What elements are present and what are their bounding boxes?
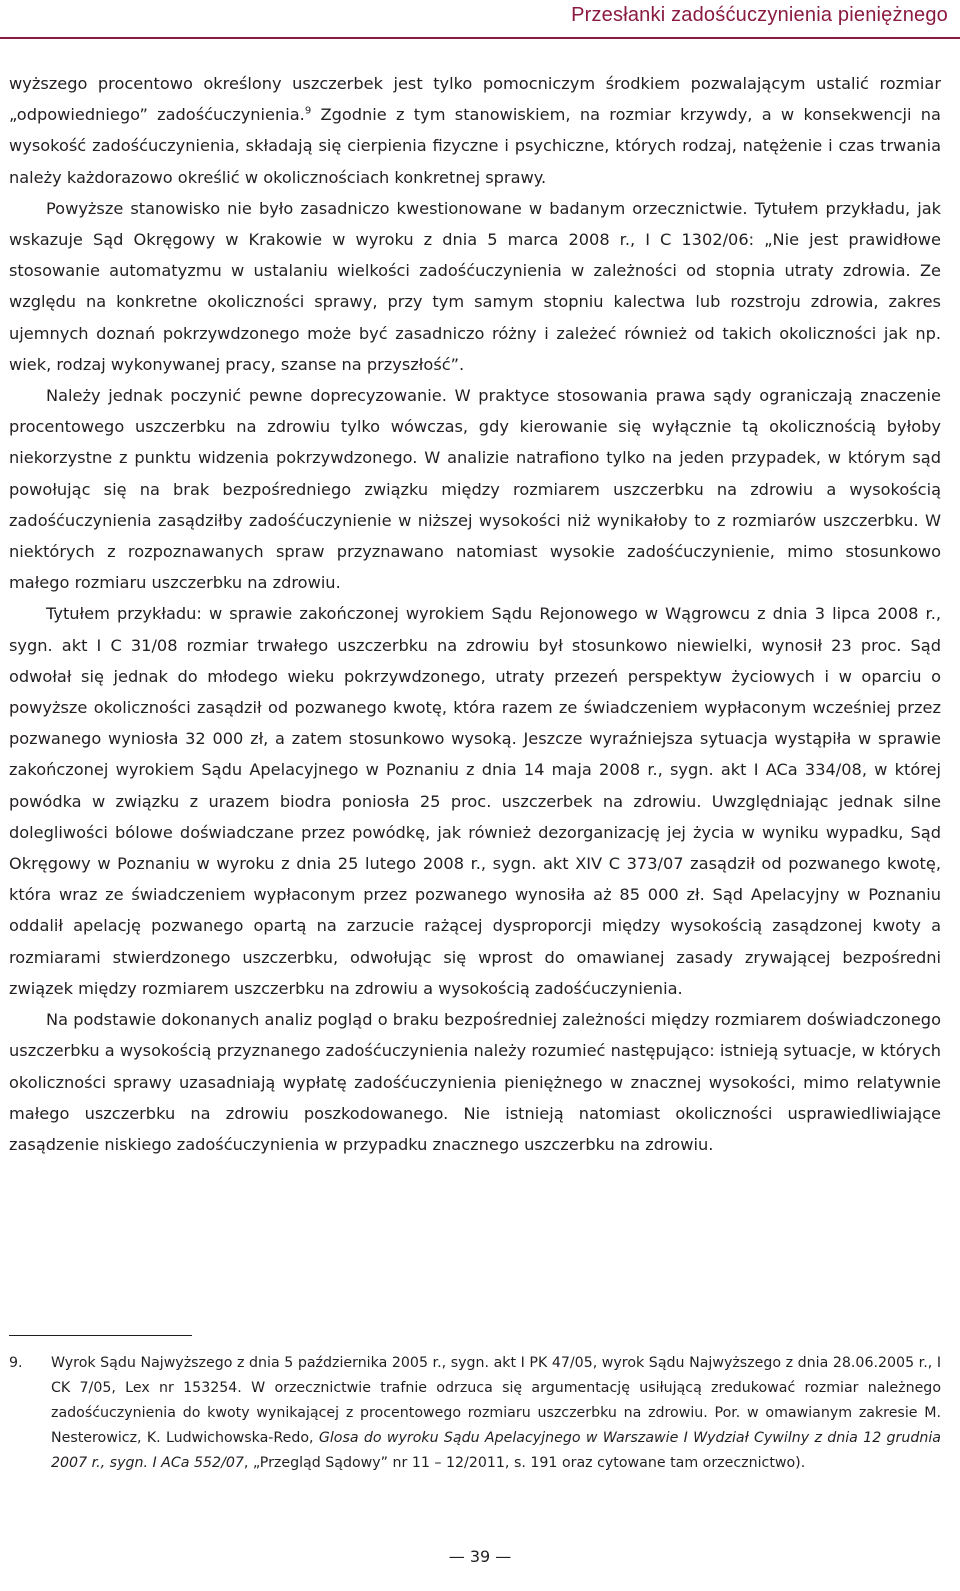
paragraph-3: Należy jednak poczynić pewne doprecyzowanie. W praktyce stosowania prawa sądy ograniczają znaczenie procentowego uszczerbku na zdrowiu tylko wówczas, gdy kierowanie się wyłącznie tą okolicznością byłoby niekorzystne z punktu widzenia pokrzywdzonego. W analizie natrafiono tylko na jeden przypadek, w którym sąd powołując się na brak bezpośredniego związku między rozmiarem uszczerbku na zdrowiu a wysokością zadośćuczynienia zasądziłby zadośćuczynienie w niższej wysokości niż wynikałoby to z rozmiarów uszczerbku. W niektórych z rozpoznawanych spraw przyznawano natomiast wysokie zadośćuczynienie, mimo stosunkowo małego rozmiaru uszczerbku na zdrowiu. [9, 386, 941, 593]
footnote-separator [9, 1335, 192, 1336]
paragraph-2: Powyższe stanowisko nie było zasadniczo kwestionowane w badanym orzecznictwie. Tytułem przykładu, jak wskazuje Sąd Okręgowy w Krakowie w wyroku z dnia 5 marca 2008 r., I C 1302/06: „Nie jest prawidłowe stosowanie automatyzmu w ustalaniu wielkości zadośćuczynienia w zależności od stopnia utraty zdrowia. Ze względu na konkretne okoliczności sprawy, przy tym samym stopniu kalectwa lub rozstroju zdrowia, zakres ujemnych doznań pokrzywdzonego może być zasadniczo różny i zależeć również od takich okoliczności jak np. wiek, rodzaj wykonywanej pracy, szanse na przyszłość”. [9, 198, 941, 374]
paragraph-4: Tytułem przykładu: w sprawie zakończonej wyrokiem Sądu Rejonowego w Wągrowcu z dnia 3 lipca 2008 r., sygn. akt I C 31/08 rozmiar trwałego uszczerbku na zdrowiu był stosunkowo niewielki, wynosił 23 proc. Sąd odwołał się jednak do młodego wieku pokrzywdzonego, utraty przezeń perspektyw życiowych i w oparciu o powyższe okoliczności zasądził od pozwanego kwotę, która razem ze świadczeniem wypłaconym wcześniej przez pozwanego wyniosła 32 000 zł, a zatem stosunkowo wysoką. Jeszcze wyraźniejsza sytuacja wystąpiła w sprawie zakończonej wyrokiem Sądu Apelacyjnego w Poznaniu z dnia 14 maja 2008 r., sygn. akt I ACa 334/08, w której powódka w związku z urazem biodra poniosła 25 proc. uszczerbek na zdrowiu. Uwzględniając jednak silne dolegliwości bólowe doświadczane przez powódkę, jak również dezorganizację jej życia w wyniku wypadku, Sąd Okręgowy w Poznaniu w wyroku z dnia 25 lutego 2008 r., sygn. akt XIV C 373/07 zasądził od pozwanego kwotę, która wraz ze świadczeniem wypłaconym przez pozwanego wynosiła aż 85 000 zł. Sąd Apelacyjny w Poznaniu oddalił apelację pozwanego opartą na zarzucie rażącej dysproporcji między wysokością zasądzonej kwoty a rozmiarami stwierdzonego uszczerbku, odwołując się wprost do omawianej zasady zrywającej bezpośredni związek między rozmiarem uszczerbku na zdrowiu a wysokością zadośćuczynienia. [9, 604, 941, 998]
header-title: Przesłanki zadośćuczynienia pieniężnego [571, 4, 948, 26]
footnote-text-after: , „Przegląd Sądowy” nr 11 – 12/2011, s. 191 oraz cytowane tam orzecznictwo). [243, 1455, 806, 1471]
footnote-text [51, 1351, 941, 1476]
footnote-ref-9[interactable]: 9 [304, 105, 312, 117]
page-number: — 39 — [448, 1547, 512, 1566]
footnote-text-before: Wyrok Sądu Najwyższego z dnia 5 października 2005 r., sygn. akt I PK 47/05, wyrok Sądu Najwyższego z dnia 28.06.2005 r., I CK 7/05, Lex nr 153254. W orzecznictwie trafnie odrzuca się argumentację usiłującą zredukować rozmiar należnego zadośćuczynienia do kwoty wynikającej z procentowego rozmiaru uszczerbku na zdrowiu. Por. w omawianym zakresie M. Nesterowicz, K. Ludwichowska-Redo, [51, 1355, 941, 1446]
footnote-text-italic: Glosa do wyroku Sądu Apelacyjnego w Warszawie I Wydział Cywilny z dnia 12 grudnia 2007 r., sygn. I ACa 552/07 [51, 1430, 941, 1471]
paragraph-1-text-after: Zgodnie z tym stanowiskiem, na rozmiar krzywdy, a w konsekwencji na wysokość zadośćuczynienia, składają się cierpienia fizyczne i psychiczne, których rodzaj, natężenie i czas trwania należy każdorazowo określić w okolicznościach konkretnej sprawy. [9, 105, 941, 187]
running-header [0, 0, 960, 38]
header-rule [0, 37, 960, 39]
body-text [9, 68, 941, 1160]
footnote-9 [9, 1351, 941, 1476]
paragraph-1-text-before: wyższego procentowo określony uszczerbek jest tylko pomocniczym środkiem pozwalającym ustalić rozmiar „odpowiedniego” zadośćuczynienia. [9, 74, 941, 125]
footnote-number: 9. [9, 1355, 23, 1371]
paragraph-1 [9, 68, 941, 193]
footnotes [9, 1351, 941, 1476]
paragraph-5: Na podstawie dokonanych analiz pogląd o braku bezpośredniej zależności między rozmiarem doświadczonego uszczerbku a wysokością przyznanego zadośćuczynienia należy rozumieć następująco: istnieją sytuacje, w których okoliczności sprawy uzasadniają wypłatę zadośćuczynienia pieniężnego w znacznej wysokości, mimo relatywnie małego uszczerbku na zdrowiu poszkodowanego. Nie istnieją natomiast okoliczności usprawiedliwiające zasądzenie niskiego zadośćuczynienia w przypadku znacznego uszczerbku na zdrowiu. [9, 1010, 942, 1154]
